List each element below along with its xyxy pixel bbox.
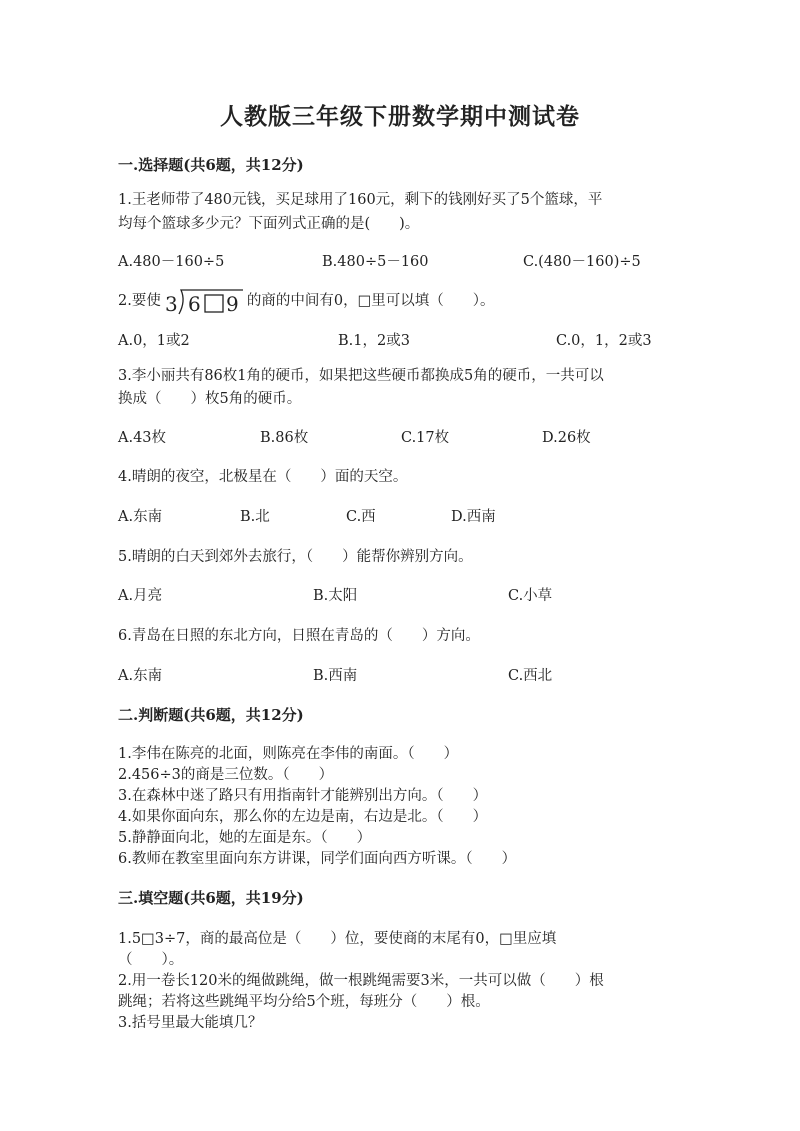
section-heading-fill: 三.填空题(共6题，共19分) bbox=[118, 889, 304, 907]
question-text: 3.李小丽共有86枚1角的硬币，如果把这些硬币都换成5角的硬币，一共可以 bbox=[118, 368, 604, 384]
option-c: C.17枚 bbox=[401, 430, 450, 446]
question-text: 换成（ ）枚5角的硬币。 bbox=[118, 391, 302, 407]
question-suffix: 的商的中间有0，□里可以填（ ）。 bbox=[246, 293, 495, 309]
statement-line: 6.教师在教室里面向东方讲课，同学们面向西方听课。（ ） bbox=[118, 851, 517, 867]
option-b: B.1，2或3 bbox=[338, 333, 410, 349]
option-a: A.0，1或2 bbox=[118, 333, 190, 349]
statement-line: 4.如果你面向东，那么你的左边是南，右边是北。（ ） bbox=[118, 809, 488, 825]
option-c: C.小草 bbox=[508, 588, 553, 604]
option-d: D.西南 bbox=[451, 509, 496, 525]
question-text: 均每个篮球多少元？下面列式正确的是( )。 bbox=[118, 216, 420, 232]
option-b: B.太阳 bbox=[313, 588, 358, 604]
option-a: A.480－160÷5 bbox=[118, 254, 225, 270]
option-c: C.西 bbox=[346, 509, 376, 525]
question-text bbox=[118, 286, 495, 316]
page-title: 人教版三年级下册数学期中测试卷 bbox=[220, 103, 580, 130]
option-b: B.86枚 bbox=[260, 430, 309, 446]
question-prefix: 2.要使 bbox=[118, 293, 161, 309]
section-heading-choice: 一.选择题(共6题，共12分) bbox=[118, 156, 304, 174]
option-a: A.月亮 bbox=[118, 588, 163, 604]
question-line: 跳绳；若将这些跳绳平均分给5个班，每班分（ ）根。 bbox=[118, 994, 490, 1010]
division-divisor: 3 bbox=[164, 292, 178, 316]
statement-line: 3.在森林中迷了路只有用指南针才能辨别出方向。（ ） bbox=[118, 788, 488, 804]
question-text: 5.晴朗的白天到郊外去旅行，（ ）能帮你辨别方向。 bbox=[118, 549, 473, 565]
option-a: A.东南 bbox=[118, 668, 163, 684]
question-line: 3.括号里最大能填几？ bbox=[118, 1015, 263, 1031]
option-a: A.43枚 bbox=[118, 430, 167, 446]
option-b: B.480÷5－160 bbox=[322, 254, 429, 270]
statement-line: 2.456÷3的商是三位数。（ ） bbox=[118, 767, 334, 783]
option-c: C.0，1，2或3 bbox=[556, 333, 652, 349]
option-b: B.西南 bbox=[313, 668, 358, 684]
question-line: 2.用一卷长120米的绳做跳绳，做一根跳绳需要3米，一共可以做（ ）根 bbox=[118, 973, 604, 989]
question-line: 1.5□3÷7，商的最高位是（ ）位，要使商的末尾有0，□里应填 bbox=[118, 931, 557, 947]
division-dividend-right: 9 bbox=[225, 292, 239, 316]
division-dividend-left: 6 bbox=[187, 292, 201, 316]
section-heading-judgement: 二.判断题(共6题，共12分) bbox=[118, 706, 304, 724]
division-blank-box bbox=[205, 295, 223, 312]
question-text: 4.晴朗的夜空，北极星在（ ）面的天空。 bbox=[118, 469, 408, 485]
question-text: 1.王老师带了480元钱，买足球用了160元，剩下的钱刚好买了5个篮球，平 bbox=[118, 192, 603, 208]
option-d: D.26枚 bbox=[542, 430, 591, 446]
statement-line: 5.静静面向北，她的左面是东。（ ） bbox=[118, 830, 372, 846]
option-a: A.东南 bbox=[118, 509, 163, 525]
option-b: B.北 bbox=[240, 509, 270, 525]
option-c: C.(480－160)÷5 bbox=[523, 254, 641, 270]
long-division-figure bbox=[163, 286, 245, 316]
question-text: 6.青岛在日照的东北方向，日照在青岛的（ ）方向。 bbox=[118, 628, 480, 644]
option-c: C.西北 bbox=[508, 668, 553, 684]
question-line: （ ）。 bbox=[118, 952, 184, 968]
statement-line: 1.李伟在陈亮的北面，则陈亮在李伟的南面。（ ） bbox=[118, 746, 459, 762]
